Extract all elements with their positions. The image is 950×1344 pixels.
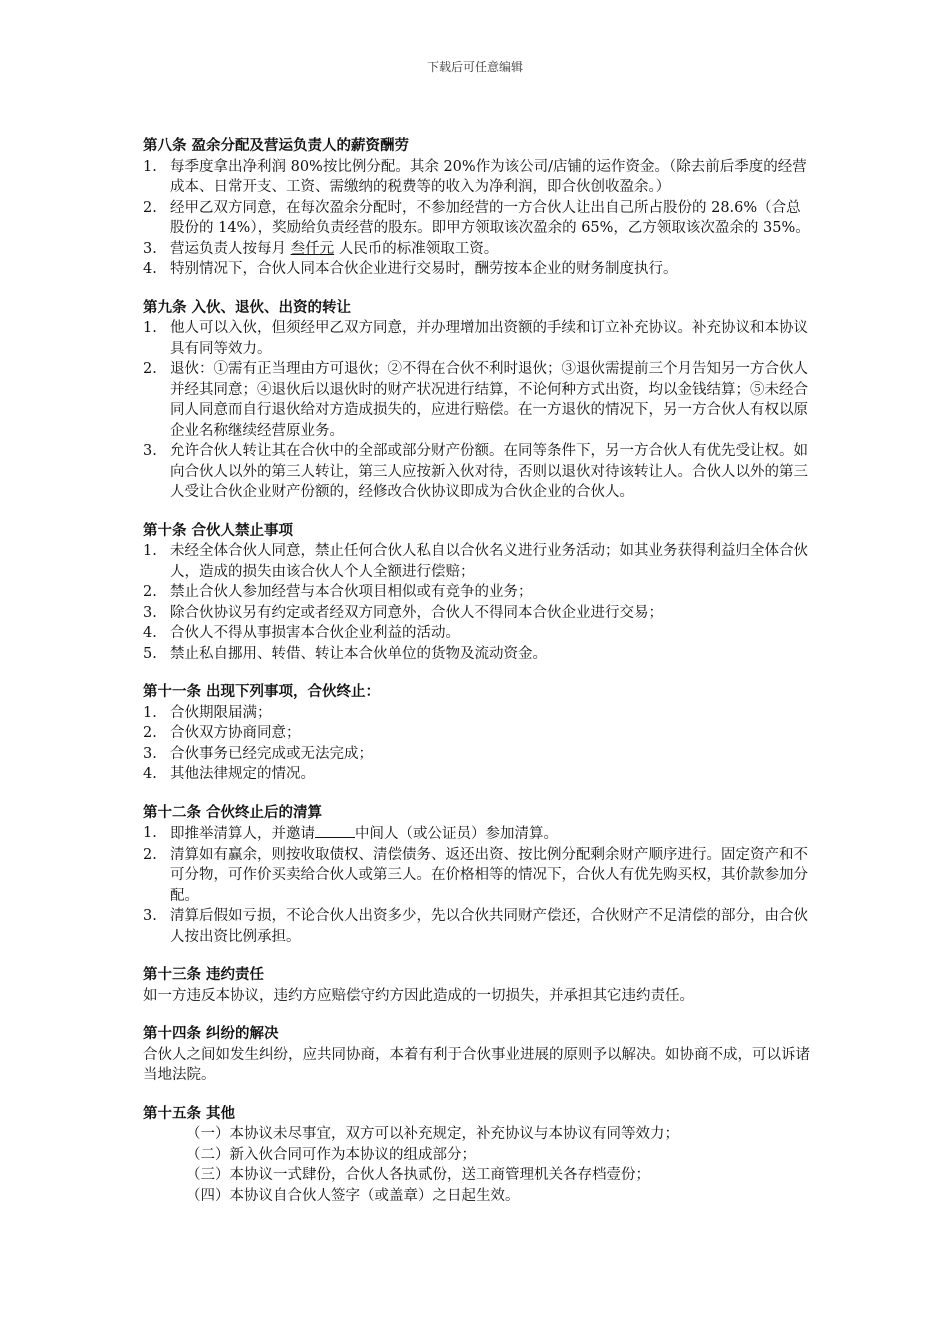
article-13: [143, 965, 811, 1006]
item-text: 未经全体合伙人同意，禁止任何合伙人私自以合伙名义进行业务活动；如其业务获得利益归全体合伙人，造成的损失由该合伙人个人全额进行偿赔；: [170, 543, 808, 580]
list-item: [143, 582, 811, 603]
article-11-title: 第十一条 出现下列事项，合伙终止：: [143, 683, 381, 700]
item-number: 2.: [143, 199, 157, 216]
item-number: 1.: [143, 320, 157, 336]
article-12: [143, 803, 811, 948]
item-text: 清算后假如亏损，不论合伙人出资多少，先以合伙共同财产偿还，合伙财产不足清偿的部分，由合伙人按出资比例承担。: [170, 908, 808, 945]
article-13-text: 如一方违反本协议，违约方应赔偿守约方因此造成的一切损失，并承担其它违约责任。: [143, 987, 694, 1004]
item-number: 2.: [143, 846, 157, 863]
list-item: [143, 541, 811, 582]
item-text: 合伙人不得从事损害本合伙企业利益的活动。: [170, 625, 460, 641]
item-text: 经甲乙双方同意，在每次盈余分配时，不参加经营的一方合伙人让出自己所占股份的 28.6%（合总股份的 14%），奖励给负责经营的股东。即甲方领取该次盈余的 65%，乙方领取该次盈余的 35%。: [170, 199, 810, 236]
item-number: 2.: [143, 361, 157, 377]
article-15-title: 第十五条 其他: [143, 1104, 236, 1122]
article-13-title: 第十三条 违约责任: [143, 966, 265, 983]
list-item: [143, 239, 811, 260]
item-text-post: 人民币的标准领取工资。: [334, 240, 499, 257]
list-item: [143, 723, 811, 744]
item-text: 退伙：①需有正当理由方可退伙；②不得在合伙不利时退伙；③退伙需提前三个月告知另一方合伙人并经其同意；④退伙后以退伙时的财产状况进行结算，不论何种方式出资，均以金钱结算；⑤未经合同人同意而自行退伙给对方造成损失的，应进行赔偿。在一方退伙的情况下，另一方合伙人有权以原企业名称继续经营原业务。: [170, 361, 808, 439]
list-item: [143, 157, 811, 198]
item-text: 他人可以入伙，但须经甲乙双方同意，并办理增加出资额的手续和订立补充协议。补充协议和本协议具有同等效力。: [170, 320, 808, 357]
item-number: 1.: [143, 704, 157, 721]
item-number: 4.: [143, 766, 157, 782]
item-number: 1.: [143, 825, 157, 841]
item-text-pre: 即推举清算人，并邀请: [170, 826, 315, 842]
article-12-title: 第十二条 合伙终止后的清算: [143, 803, 323, 821]
item-text: 禁止合伙人参加经营与本合伙项目相似或有竞争的业务；: [170, 584, 533, 600]
item-number: 4.: [143, 261, 157, 277]
page-header-note: 下载后可任意编辑: [426, 60, 523, 74]
item-number: 2.: [143, 584, 157, 600]
item-text: 清算如有赢余，则按收取债权、清偿债务、返还出资、按比例分配剩余财产顺序进行。固定资产和不可分物，可作价买卖给合伙人或第三人。在价格相等的情况下，合伙人有优先购买权，其价款参加分配。: [170, 846, 808, 904]
article-15-list: [143, 1124, 811, 1206]
item-text: 每季度拿出净利润 80%按比例分配。其余 20%作为该公司/店铺的运作资金。（除去前后季度的经营成本、日常开支、工资、需缴纳的税费等的收入为净利润，即合伙创收盈余。）: [170, 158, 807, 195]
article-8-title: 第八条 盈余分配及营运负责人的薪资酬劳: [143, 137, 410, 154]
article-12-list: [143, 823, 811, 947]
list-item: [143, 906, 811, 947]
article-11-list: [143, 703, 811, 785]
list-item: [143, 845, 811, 907]
article-14-text: 合伙人之间如发生纠纷，应共同协商，本着有利于合伙事业进展的原则予以解决。如协商不成，可以诉诸当地法院。: [143, 1046, 810, 1083]
article-11: [143, 682, 811, 785]
item-text: 合伙双方协商同意；: [170, 725, 301, 741]
item-text: 合伙期限届满；: [170, 704, 272, 721]
article-10: [143, 521, 811, 665]
item-number: 2.: [143, 725, 157, 741]
article-9: [143, 298, 811, 503]
article-14-title: 第十四条 纠纷的解决: [143, 1025, 279, 1042]
list-item: [143, 259, 811, 280]
item-text-pre: 营运负责人按每月: [170, 240, 291, 257]
list-item: （四）本协议自合伙人签字（或盖章）之日起生效。: [186, 1187, 520, 1204]
item-text: 除合伙协议另有约定或者经双方同意外，合伙人不得同本合伙企业进行交易；: [170, 604, 663, 621]
list-item: （三）本协议一式肆份，合伙人各执贰份，送工商管理机关各存档壹份；: [186, 1167, 650, 1183]
list-item: [143, 359, 811, 441]
item-number: 5.: [143, 645, 157, 662]
list-item: [143, 441, 811, 503]
list-item: [143, 603, 811, 624]
list-item: [143, 623, 811, 644]
list-item: [143, 764, 811, 785]
item-number: 3.: [143, 908, 157, 924]
list-item: （二）新入伙合同可作为本协议的组成部分；: [186, 1146, 476, 1163]
list-item: [143, 744, 811, 765]
item-text: 禁止私自挪用、转借、转让本合伙单位的货物及流动资金。: [170, 645, 547, 662]
document-body: [143, 136, 811, 1224]
item-text: 其他法律规定的情况。: [170, 766, 315, 782]
item-text: 允许合伙人转让其在合伙中的全部或部分财产份额。在同等条件下，另一方合伙人有优先受让权。如向合伙人以外的第三人转让，第三人应按新入伙对待，否则以退伙对待该转让人。合伙人以外的第三人受让合伙企业财产份额的，经修改合伙协议即成为合伙企业的合伙人。: [170, 443, 808, 500]
list-item: [143, 644, 811, 665]
item-text-post: 中间人（或公证员）参加清算。: [355, 826, 558, 842]
article-15: [143, 1104, 811, 1207]
article-8: [143, 136, 811, 280]
salary-amount: 叁仟元: [290, 240, 335, 257]
item-number: 3.: [143, 745, 157, 762]
item-number: 1.: [143, 158, 157, 175]
article-14: [143, 1024, 811, 1086]
list-item: [143, 318, 811, 359]
article-10-title: 第十条 合伙人禁止事项: [143, 521, 294, 539]
article-9-list: [143, 318, 811, 503]
fill-in-blank: [315, 823, 355, 838]
list-item: [143, 198, 811, 239]
item-number: 3.: [143, 604, 157, 621]
article-9-title: 第九条 入伙、退伙、出资的转让: [143, 298, 352, 316]
article-10-list: [143, 541, 811, 664]
item-number: 4.: [143, 625, 157, 641]
list-item: （一）本协议未尽事宜，双方可以补充规定，补充协议与本协议有同等效力；: [186, 1126, 679, 1142]
list-item: [143, 703, 811, 724]
article-8-list: [143, 157, 811, 280]
item-number: 3.: [143, 240, 157, 257]
item-text: 特别情况下，合伙人同本合伙企业进行交易时，酬劳按本企业的财务制度执行。: [170, 261, 678, 277]
item-number: 1.: [143, 543, 157, 559]
item-number: 3.: [143, 443, 157, 459]
list-item: [143, 823, 811, 845]
item-text: 合伙事务已经完成或无法完成；: [170, 745, 373, 762]
